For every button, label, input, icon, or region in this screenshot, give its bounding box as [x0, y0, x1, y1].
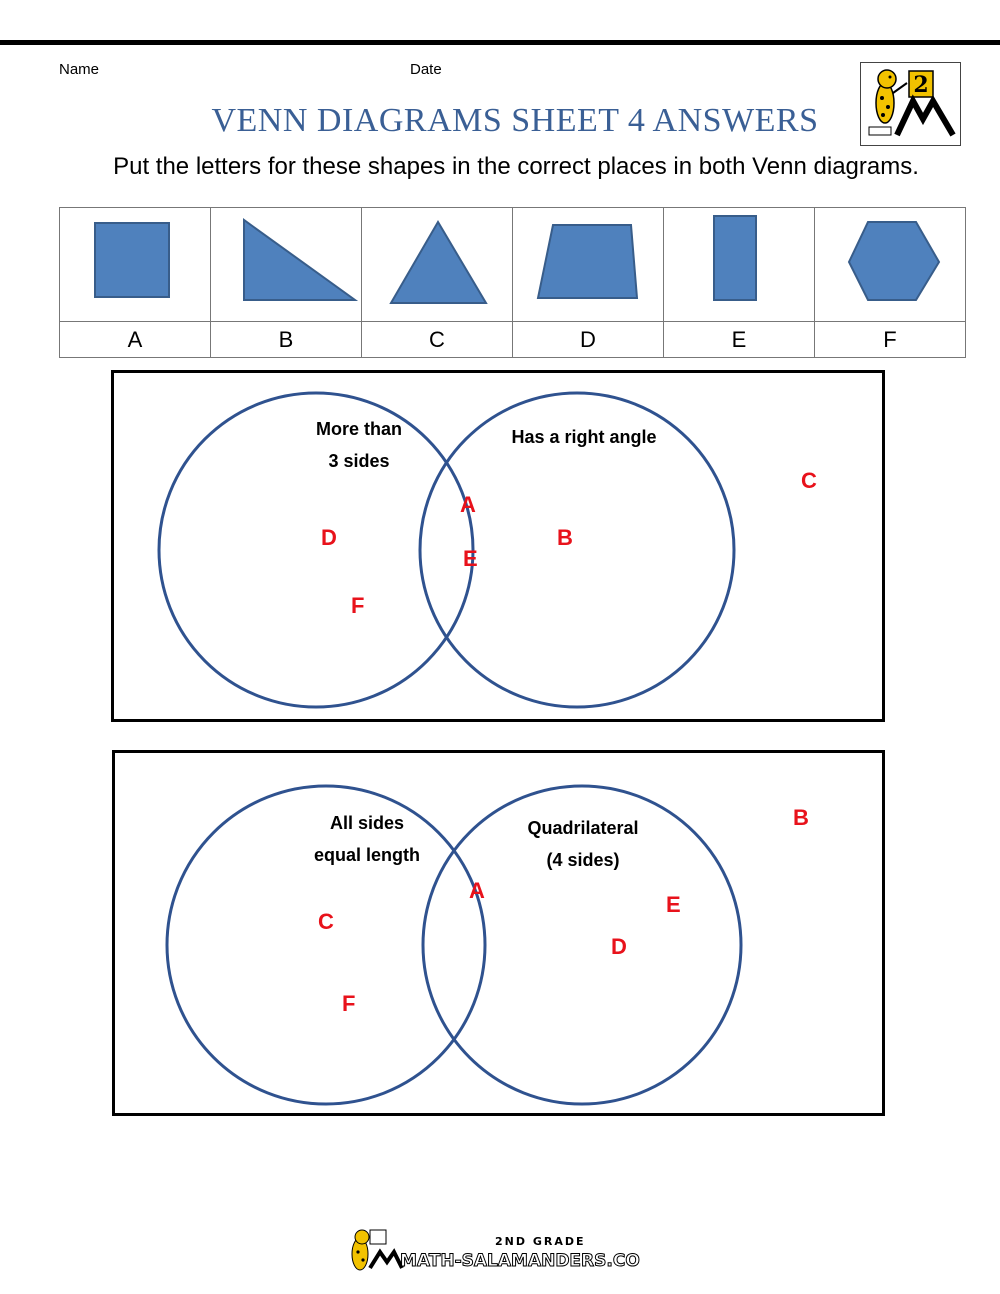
venn-circles-2: [115, 753, 882, 1113]
answer-letter: D: [611, 934, 627, 959]
right-set-label: Quadrilateral (4 sides): [527, 818, 639, 870]
shape-cell-b: [211, 208, 362, 322]
trapezoid-icon: [513, 208, 663, 316]
shape-cell-d: [513, 208, 664, 322]
page-title: VENN DIAGRAMS SHEET 4 ANSWERS: [211, 102, 819, 139]
name-label: Name: [59, 61, 100, 78]
answer-letter: F: [351, 593, 365, 618]
answer-letter: B: [793, 805, 809, 830]
footer-grade-text: 2ND GRADE: [495, 1235, 586, 1248]
answer-letter: E: [463, 546, 478, 571]
triangle-icon: [362, 208, 512, 316]
shape-letter: F: [815, 322, 966, 358]
rectangle-icon: [664, 208, 814, 316]
logo-number: 2: [913, 72, 929, 98]
answer-letter: B: [557, 525, 573, 550]
shape-cell-f: [815, 208, 966, 322]
venn-diagram-1: [111, 370, 885, 722]
answer-letter: C: [318, 909, 334, 934]
shape-cell-c: [362, 208, 513, 322]
right-triangle-icon: [211, 208, 361, 316]
answer-letter: A: [469, 878, 485, 903]
answer-letter: F: [342, 991, 356, 1016]
answer-letter: E: [666, 892, 681, 917]
date-label: Date: [410, 61, 442, 78]
venn-diagram-2: [112, 750, 885, 1116]
answer-letter: A: [460, 492, 476, 517]
shape-cell-e: [664, 208, 815, 322]
shape-letter: D: [513, 322, 664, 358]
square-icon: [60, 208, 210, 316]
instructions: Put the letters for these shapes in the correct places in both Venn diagrams.: [113, 153, 919, 180]
shape-cell-a: [60, 208, 211, 322]
right-set-label: Has a right angle: [511, 427, 657, 447]
answer-letter: C: [801, 468, 817, 493]
footer-logo: [340, 1228, 640, 1276]
top-rule: [0, 40, 1000, 45]
shape-table: [59, 207, 966, 358]
left-set-label: All sides equal length: [313, 813, 420, 865]
left-set-label: More than 3 sides: [315, 419, 402, 471]
shape-letter: E: [664, 322, 815, 358]
shape-letter: B: [211, 322, 362, 358]
answer-letter: D: [321, 525, 337, 550]
shape-letter: A: [60, 322, 211, 358]
footer-site-text: MATH-SALAMANDERS.COM: [400, 1251, 640, 1271]
hexagon-icon: [815, 208, 965, 316]
shape-letter: C: [362, 322, 513, 358]
